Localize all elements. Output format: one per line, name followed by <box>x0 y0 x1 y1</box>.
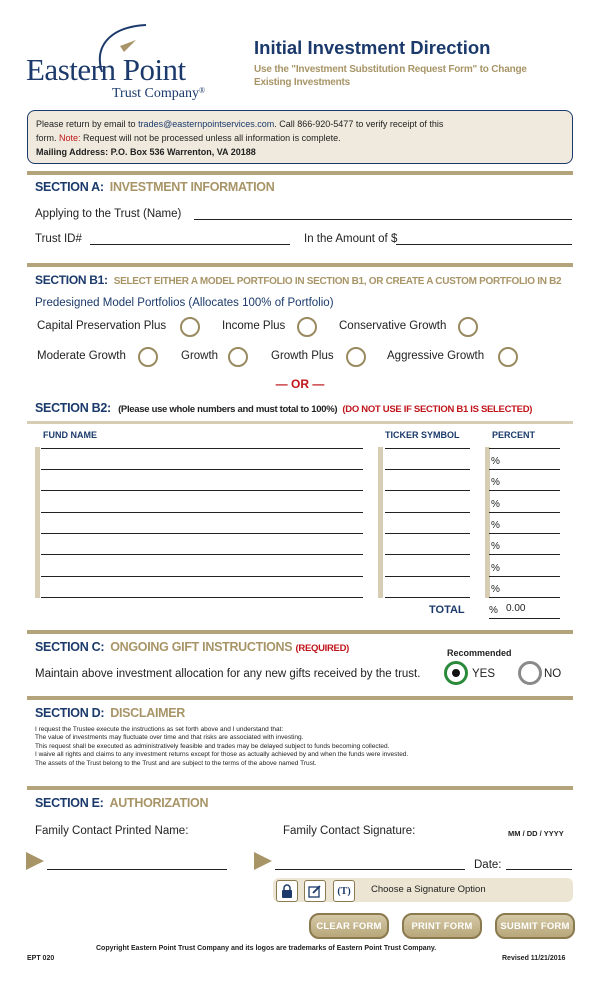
percent-sign: % <box>491 520 500 531</box>
submit-form-button[interactable]: SUBMIT FORM <box>495 913 575 939</box>
logo-main-text: Eastern Point <box>26 52 186 87</box>
option-growth-plus-radio[interactable] <box>346 347 366 367</box>
percent-sign: % <box>491 456 500 467</box>
option-growth-label: Growth <box>181 350 219 362</box>
col-fund-name: FUND NAME <box>43 430 97 440</box>
section-divider <box>27 786 573 790</box>
page-subtitle: Use the "Investment Substitution Request Form" to Change Existing Investments <box>254 64 527 88</box>
trust-id-field[interactable] <box>90 244 290 245</box>
date-field[interactable] <box>506 869 572 870</box>
fund-name-field[interactable] <box>41 448 363 449</box>
signature-label: Family Contact Signature: <box>283 825 416 837</box>
option-income-plus-radio[interactable] <box>297 317 317 337</box>
total-percent-sign: % <box>489 605 498 616</box>
percent-field[interactable] <box>489 554 560 555</box>
type-signature-icon[interactable]: (T) <box>333 880 355 902</box>
disclaimer-text <box>35 726 408 768</box>
no-label: NO <box>544 668 562 680</box>
ticker-field[interactable] <box>385 554 470 555</box>
signature-option-bar <box>273 878 573 902</box>
section-divider <box>27 630 573 634</box>
disclaimer-line: I request the Trustee execute the instructions as set forth above and I understand that: <box>35 726 284 733</box>
sign-here-arrow-icon <box>254 852 274 870</box>
table-top-rule <box>27 421 573 424</box>
ticker-field[interactable] <box>385 448 470 449</box>
section-c-heading: SECTION C: ONGOING GIFT INSTRUCTIONS (REQUIRED) <box>35 640 349 654</box>
clear-form-button[interactable]: CLEAR FORM <box>309 913 389 939</box>
trust-id-label: Trust ID# <box>35 233 82 245</box>
option-conservative-growth-radio[interactable] <box>458 317 478 337</box>
percent-field[interactable] <box>489 469 560 470</box>
percent-sign: % <box>491 499 500 510</box>
option-capital-preservation-plus-radio[interactable] <box>180 317 200 337</box>
percent-field[interactable] <box>489 490 560 491</box>
section-b2-heading: SECTION B2: (Please use whole numbers and must total to 100%) (DO NOT USE IF SECTION B1 IS SELECTED) <box>35 401 533 415</box>
date-label: Date: <box>474 859 502 871</box>
revised-date: Revised 11/21/2016 <box>502 955 566 962</box>
fund-name-field[interactable] <box>41 554 363 555</box>
notice-email-link[interactable]: trades@easternpointservices.com <box>138 119 275 129</box>
date-format: MM / DD / YYYY <box>508 829 564 838</box>
ticker-field[interactable] <box>385 597 470 598</box>
section-e-heading: SECTION E: AUTHORIZATION <box>35 796 209 810</box>
percent-sign: % <box>491 584 500 595</box>
section-divider <box>27 696 573 700</box>
ticker-field[interactable] <box>385 512 470 513</box>
percent-field[interactable] <box>489 597 560 598</box>
fund-name-field[interactable] <box>41 490 363 491</box>
option-growth-radio[interactable] <box>228 347 248 367</box>
fund-name-field[interactable] <box>41 512 363 513</box>
applying-label: Applying to the Trust (Name) <box>35 208 182 220</box>
form-code: EPT 020 <box>27 955 55 962</box>
percent-sign: % <box>491 563 500 574</box>
percent-field[interactable] <box>489 448 560 449</box>
option-growth-plus-label: Growth Plus <box>271 350 334 362</box>
logo-sub-text: Trust Company® <box>112 86 206 101</box>
radio-selected-dot-icon <box>452 669 460 677</box>
ticker-field[interactable] <box>385 533 470 534</box>
ticker-field[interactable] <box>385 490 470 491</box>
notice-address: Mailing Address: P.O. Box 536 Warrenton, VA 20188 <box>36 147 256 157</box>
sign-here-arrow-icon <box>26 852 46 870</box>
fund-name-field[interactable] <box>41 469 363 470</box>
section-divider <box>27 171 573 175</box>
logo <box>24 22 234 104</box>
disclaimer-line: The value of investments may fluctuate over time and that risks are associated with investing. <box>35 734 304 742</box>
disclaimer-line: I waive all rights and claims to any investment returns except for those as actually achieved by and when the funds were invested. <box>35 751 409 759</box>
section-b1-heading: SECTION B1: SELECT EITHER A MODEL PORTFOLIO IN SECTION B1, OR CREATE A CUSTOM PORTFOLIO IN B2 <box>35 273 562 287</box>
percent-field[interactable] <box>489 533 560 534</box>
section-a-heading: SECTION A: INVESTMENT INFORMATION <box>35 180 275 194</box>
trust-name-field[interactable] <box>194 219 572 220</box>
notice-line-1: Please return by email to trades@easternpointservices.com. Call 866-920-5477 to verify receipt of this <box>36 119 444 129</box>
fund-name-field[interactable] <box>41 597 363 598</box>
total-value: 0.00 <box>506 603 526 614</box>
amount-field[interactable] <box>396 244 572 245</box>
option-conservative-growth-label: Conservative Growth <box>339 320 447 332</box>
disclaimer-line: The assets of the Trust belong to the Trust and are subject to the terms of the above named Trust. <box>35 759 317 767</box>
col-ticker-symbol: TICKER SYMBOL <box>385 430 460 440</box>
option-moderate-growth-radio[interactable] <box>138 347 158 367</box>
disclaimer-line: This request shall be executed as administratively feasible and trades may be delayed subject to funds becoming collected. <box>35 742 390 750</box>
predesigned-label: Predesigned Model Portfolios (Allocates 100% of Portfolio) <box>35 297 334 309</box>
lock-icon[interactable] <box>276 880 298 902</box>
percent-field[interactable] <box>489 576 560 577</box>
print-form-button[interactable]: PRINT FORM <box>402 913 482 939</box>
yes-radio[interactable] <box>444 661 468 685</box>
ticker-field[interactable] <box>385 576 470 577</box>
col-percent: PERCENT <box>492 430 536 440</box>
page-title: Initial Investment Direction <box>254 37 491 58</box>
fund-col-bar <box>35 447 40 598</box>
fund-name-field[interactable] <box>41 533 363 534</box>
option-income-plus-label: Income Plus <box>222 320 286 332</box>
printed-name-label: Family Contact Printed Name: <box>35 825 189 837</box>
signature-option-text: Choose a Signature Option <box>371 884 486 895</box>
percent-sign: % <box>491 477 500 488</box>
total-label: TOTAL <box>429 604 465 616</box>
printed-name-field[interactable] <box>47 869 227 870</box>
yes-label: YES <box>472 668 496 680</box>
option-capital-preservation-plus-label: Capital Preservation Plus <box>37 320 167 332</box>
ticker-field[interactable] <box>385 469 470 470</box>
amount-label: In the Amount of $ <box>304 233 398 245</box>
copyright: Copyright Eastern Point Trust Company and its logos are trademarks of Eastern Point Trust Company. <box>96 945 437 952</box>
notice-line-2: form. Note: Request will not be processed unless all information is complete. <box>36 133 341 143</box>
section-d-heading: SECTION D: DISCLAIMER <box>35 706 186 720</box>
percent-field[interactable] <box>489 512 560 513</box>
signature-field[interactable] <box>275 869 465 870</box>
no-radio[interactable] <box>518 661 542 685</box>
total-field[interactable] <box>489 618 560 619</box>
notice-box <box>27 110 573 164</box>
option-moderate-growth-label: Moderate Growth <box>37 350 126 362</box>
section-divider <box>27 263 573 267</box>
option-aggressive-growth-radio[interactable] <box>498 347 518 367</box>
option-aggressive-growth-label: Aggressive Growth <box>387 350 485 362</box>
percent-sign: % <box>491 541 500 552</box>
draw-signature-icon[interactable] <box>304 880 326 902</box>
or-divider: — OR — <box>275 377 325 391</box>
gift-statement: Maintain above investment allocation for any new gifts received by the trust. <box>35 668 421 680</box>
recommended-label: Recommended <box>447 648 512 658</box>
fund-name-field[interactable] <box>41 576 363 577</box>
ticker-col-bar <box>378 447 383 598</box>
